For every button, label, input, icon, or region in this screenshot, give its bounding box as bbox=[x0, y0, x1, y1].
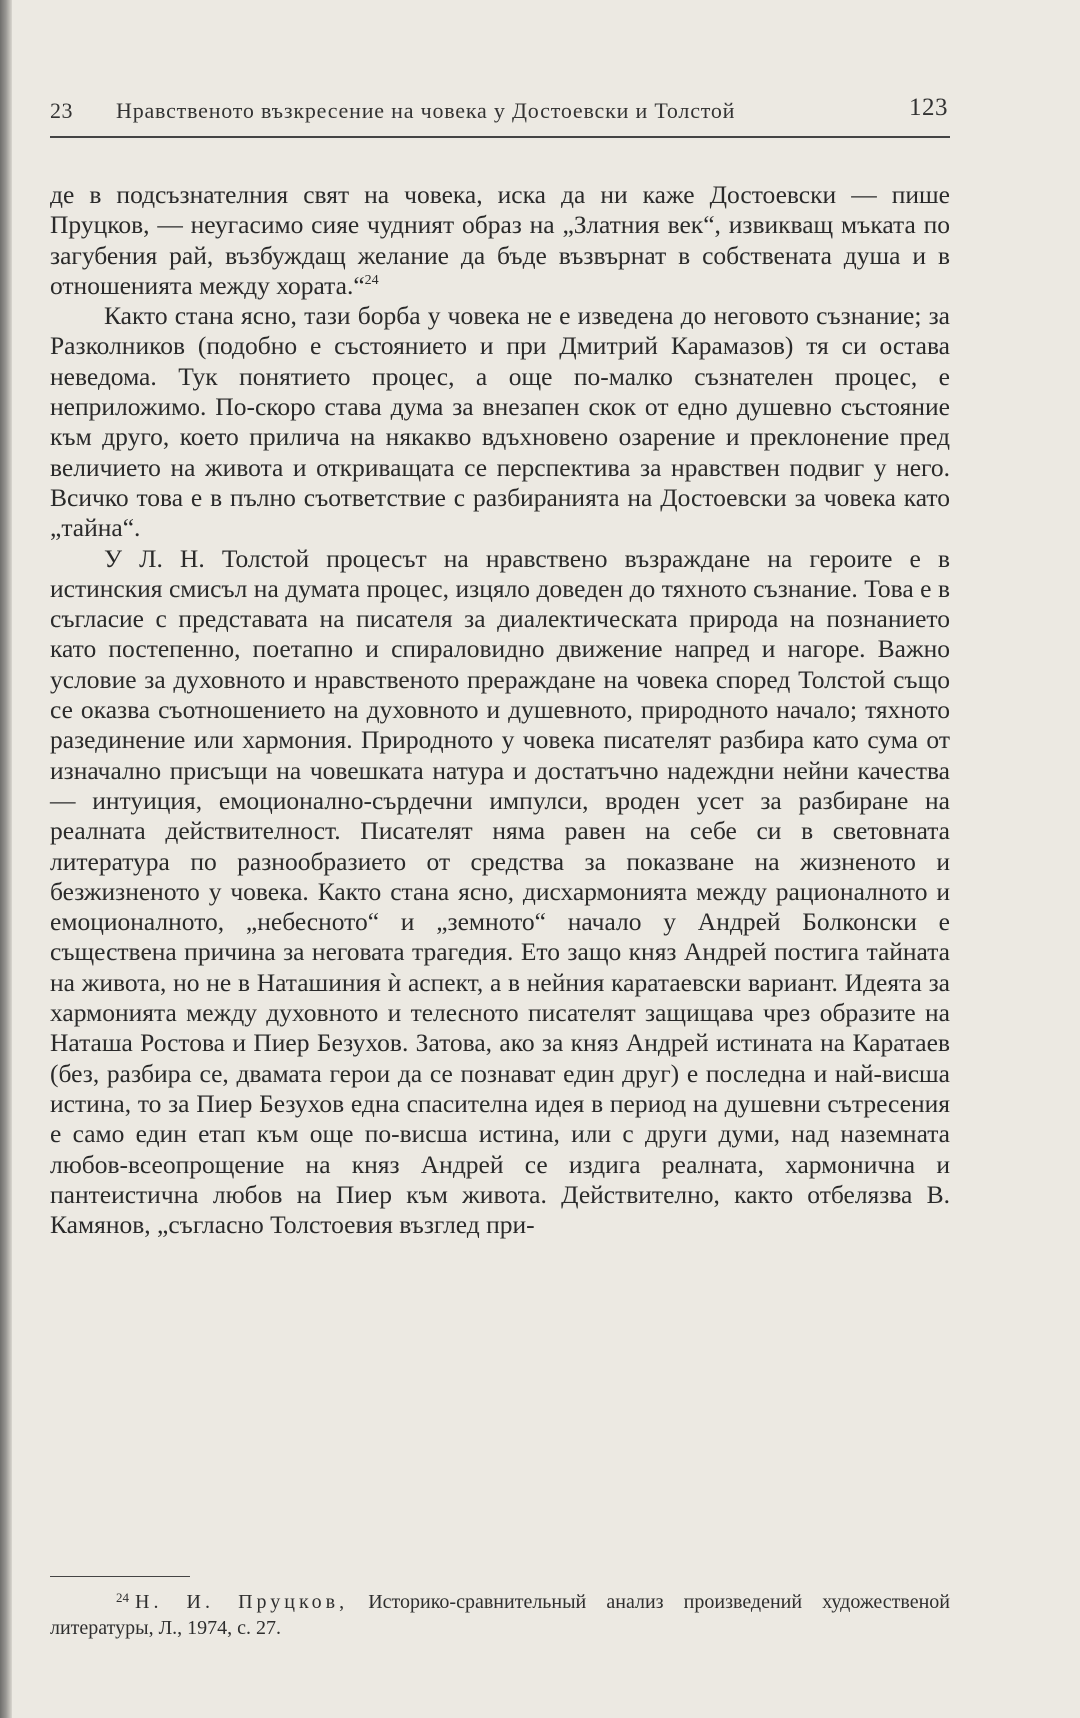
book-page bbox=[50, 92, 950, 1240]
page-number: 123 bbox=[909, 94, 948, 121]
running-head-title: Нравственото възкресение на човека у Достоевски и Толстой bbox=[116, 98, 736, 123]
footnote-author: Н. И. Пруцков, bbox=[135, 1591, 349, 1613]
paragraph-1 bbox=[50, 180, 950, 301]
paragraph-2: Както стана ясно, тази борба у човека не е изведена до неговото съзнание; за Разколников (подобно е състоянието и при Дмитрий Карамазов) тя си остава неведома. Тук понятието процес, а още по-малко съзнателен процес, е неприложимо. По-скоро става дума за внезапен скок от едно душевно състояние към друго, което прилича на някакво вдъхновено озарение и преклонение пред величието на живота и откриващата се перспектива за нравствен подвиг у него. Всичко това е в пълно съответствие с разбиранията на Достоевски за човека като „тайна“. bbox=[50, 301, 950, 543]
footnote-divider bbox=[50, 1576, 190, 1577]
footnote-text: Историко-сравнительный анализ произведений художественой литературы, Л., 1974, с. 27. bbox=[50, 1591, 951, 1639]
running-head bbox=[50, 92, 950, 138]
chapter-number: 23 bbox=[50, 98, 73, 123]
body-text bbox=[50, 180, 950, 1240]
paragraph-3: У Л. Н. Толстой процесът на нравствено възраждане на героите е в истинския смисъл на думата процес, изцяло доведен до тяхното съзнание. Това е в съгласие с представата на писателя за диалектическата природа на познанието като постепенно, поетапно и спираловидно движение напред и нагоре. Важно условие за духовното и нравственото прераждане на човека според Толстой също се оказва съотношението на духовното и душевното, природното начало; тяхното разединение или хармония. Природното у човека писателят разбира като сума от изначално присъщи на човешката натура и достатъчно надеждни нейни качества — интуиция, емоционално-сърдечни импулси, вроден усет за разбиране на реалната действителност. Писателят няма равен на себе си в световната литература по разнообразието от средства за показване на жизненото и безжизненото у човека. Както стана ясно, дисхармонията между рационалното и емоционалното, „небесното“ и „земното“ начало у Андрей Болконски е съществена причина за неговата трагедия. Ето защо княз Андрей постига тайната на живота, но не в Наташиния ѝ аспект, а в нейния каратаевски вариант. Идеята за хармонията между духовното и телесното писателят защищава чрез образите на Наташа Ростова и Пиер Безухов. Затова, ако за княз Андрей истината на Каратаев (без, разбира се, двамата герои да се познават един друг) е последна и най-висша истина, то за Пиер Безухов една спасителна идея в период на душевни сътресения е само един етап към още по-висша истина, или с други думи, над наземната любов-всеопрощение на княз Андрей се издига реалната, хармонична и пантеистична любов на Пиер към живота. Действително, както отбелязва В. Камянов, „съгласно Толстоевия възглед при- bbox=[50, 543, 950, 1240]
footnote-number: 24 bbox=[116, 1590, 129, 1605]
footnote bbox=[50, 1585, 950, 1641]
footnote-ref[interactable]: 24 bbox=[364, 272, 379, 288]
book-spine-shadow bbox=[0, 0, 12, 1718]
paragraph-1-text: де в подсъзнателния свят на човека, иска да ни каже Достоевски — пише Пруцков, — неугасимо сияе чудният образ на „Златния век“, извикващ мъката по загубения рай, възбуждащ желание да бъде възвърнат в собствената душа и в отношенията между хората.“ bbox=[50, 180, 950, 300]
